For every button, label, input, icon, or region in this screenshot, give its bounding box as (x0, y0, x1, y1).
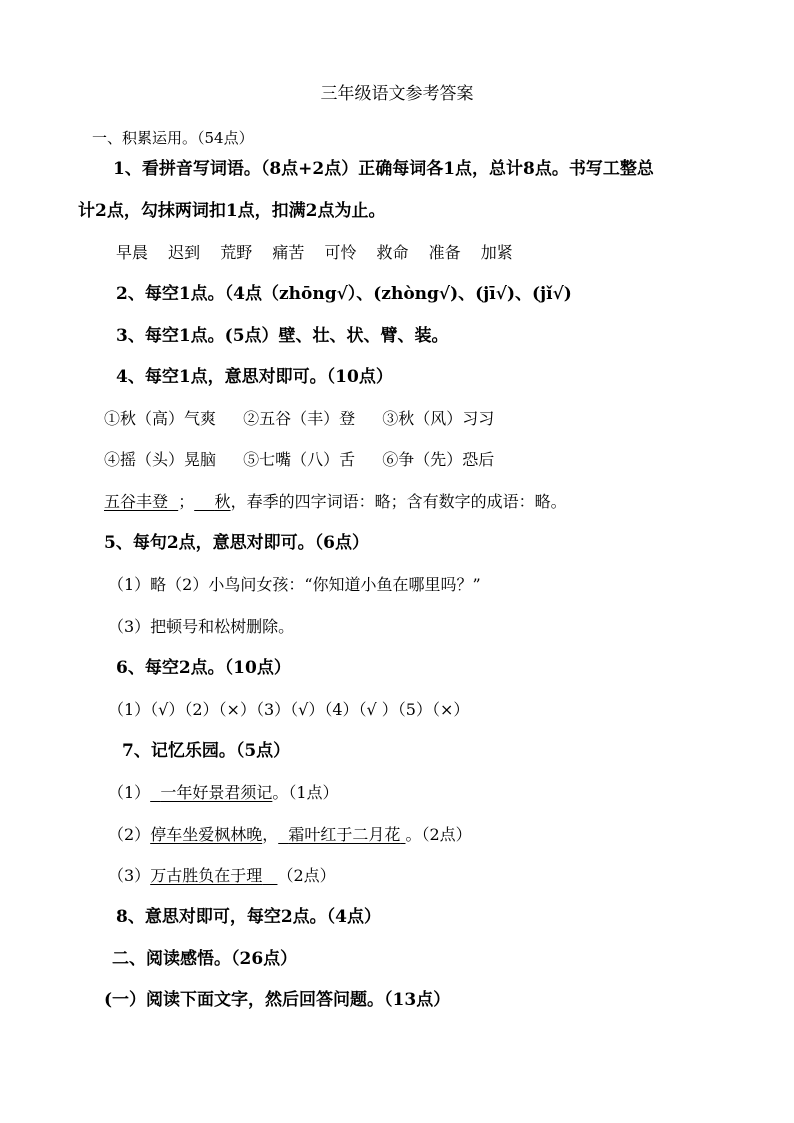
q7-3-blank: 万古胜负在于理 (150, 866, 263, 885)
q7-1-points: 。（1点） (272, 783, 339, 802)
q7-answer-2 (108, 827, 472, 843)
q1-word: 早晨 (116, 243, 149, 262)
q7-answer-3 (108, 868, 336, 884)
q1-word: 荒野 (220, 243, 253, 262)
q7-answer-1 (108, 785, 339, 801)
q4-idiom: ①秋（高）气爽 (104, 409, 217, 428)
q6-heading: 6、每空2点。（10点） (116, 658, 291, 678)
q4-idiom: ⑤七嘴（八）舌 (243, 450, 356, 469)
q4-extra-line (104, 494, 567, 510)
q4-row-2 (104, 452, 494, 468)
q7-3-points: （2点） (277, 866, 336, 885)
section-2-part-1-heading: (一）阅读下面文字，然后回答问题。（13点） (104, 990, 451, 1010)
q4-heading: 4、每空1点，意思对即可。（10点） (116, 367, 393, 387)
q1-word: 准备 (428, 243, 461, 262)
q8-answer: 8、意思对即可，每空2点。（4点） (116, 907, 381, 927)
q1-line-1: 1、看拼音写词语。（8点+2点）正确每词各1点，总计8点。书写工整总 (113, 159, 654, 179)
q1-word: 痛苦 (272, 243, 305, 262)
q4-blank-2: 秋 (214, 492, 231, 511)
q5-answer-3: （3）把顿号和松树删除。 (108, 617, 295, 636)
q4-rest-text: ，春季的四字词语：略；含有数字的成语：略。 (230, 492, 567, 511)
q4-idiom: ④摇（头）晃脑 (104, 450, 217, 469)
q7-3-number: （3） (108, 866, 151, 885)
q4-idiom: ③秋（风）习习 (382, 409, 495, 428)
q1-line-2: 计2点，勾抹两词扣1点，扣满2点为止。 (78, 201, 386, 221)
page-title: 三年级语文参考答案 (320, 84, 474, 104)
q7-2-blank-2: 霜叶红于二月花 (288, 825, 401, 844)
q2-answer: 2、每空1点。（4点（zhōng√）、(zhòng√)、(jī√)、(jǐ√) (116, 284, 572, 304)
q7-heading: 7、记忆乐园。（5点） (122, 741, 291, 761)
q7-2-blank-1: 停车坐爱枫林晚 (150, 825, 263, 844)
q4-separator: ； (178, 492, 195, 511)
q7-2-number: （2） (108, 825, 151, 844)
q4-idiom: ⑥争（先）恐后 (382, 450, 495, 469)
q1-word: 救命 (376, 243, 409, 262)
q5-answer-1: （1）略（2）小鸟问女孩：“你知道小鱼在哪里吗？” (108, 575, 481, 594)
q6-answers: （1）（√）（2）（×）（3）（√）（4）（√ ）（5）（×） (108, 700, 470, 719)
q1-word: 可怜 (324, 243, 357, 262)
q4-blank-1: 五谷丰登 (104, 492, 169, 511)
q7-2-points: 。（2点） (405, 825, 472, 844)
q1-word: 迟到 (168, 243, 201, 262)
q1-word: 加紧 (480, 243, 513, 262)
q7-1-number: （1） (108, 783, 151, 802)
q4-row-1 (104, 411, 494, 427)
q5-heading: 5、每句2点，意思对即可。（6点） (104, 533, 369, 553)
q3-answer: 3、每空1点。(5点）壁、壮、状、臂、装。 (116, 326, 449, 346)
q7-2-comma: ， (262, 825, 279, 844)
q1-word-list (116, 245, 513, 261)
q4-idiom: ②五谷（丰）登 (243, 409, 356, 428)
section-2-heading: 二、阅读感悟。（26点） (112, 949, 298, 969)
q7-1-blank: 一年好景君须记 (160, 783, 273, 802)
section-1-heading: 一、积累运用。（54点） (92, 129, 254, 147)
